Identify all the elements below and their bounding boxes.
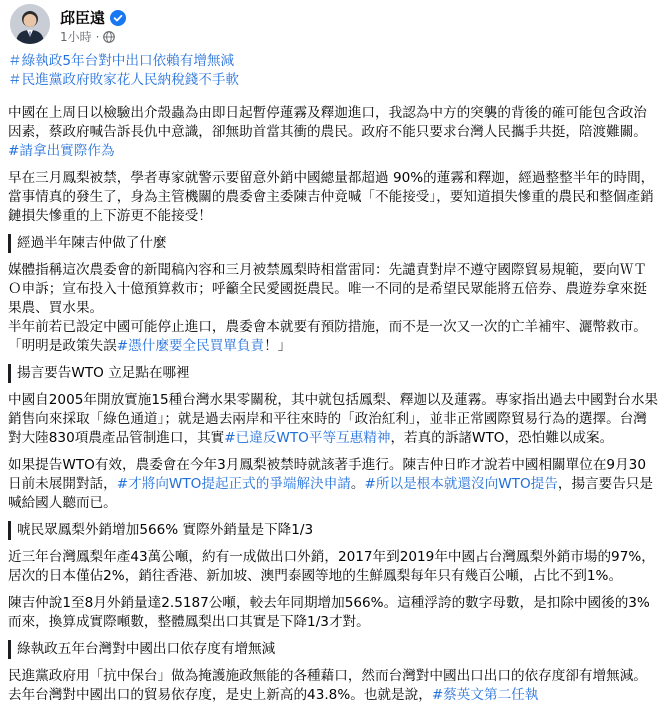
meta-separator: · — [95, 29, 100, 44]
post-timestamp[interactable]: 1小時 — [60, 30, 92, 44]
paragraph — [8, 391, 658, 448]
author-line — [60, 7, 126, 28]
paragraph-text: 民進黨政府用「抗中保台」做為掩護施政無能的各種藉口，然而台灣對中國出口出口的依存度卻有增無減。去年台灣對中國出口的貿易依存度，是史上新高的43.8%。也就是說， — [8, 668, 647, 703]
post-header — [0, 0, 666, 52]
paragraph — [8, 169, 658, 226]
hashtag-link[interactable]: ＃綠執政5年台對中出口依賴有增無減 — [8, 53, 235, 69]
section-title: 綠執政五年台灣對中國出口依存度有增無減 — [8, 640, 658, 659]
globe-icon — [103, 31, 115, 43]
section-title: 揚言要告WTO 立足點在哪裡 — [8, 364, 658, 383]
hashtag-link[interactable]: #憑什麼要全民買單負責 — [116, 338, 265, 354]
paragraph-text: 如果提告WTO有效，農委會在今年3月鳳梨被禁時就該著手進行。陳吉仲日昨才說若中國相關單位在9月30日前未展開對話， — [8, 457, 646, 492]
hashtag-link[interactable]: #所以是根本就還沒向WTO提告 — [364, 476, 558, 492]
paragraph — [8, 667, 658, 704]
paragraph-text: 早在三月鳳梨被禁，學者專家就警示要留意外銷中國總量都超過 90%的蓮霧和釋迦，經過整整半年的時間，當事情真的發生了，身為主管機關的農委會主委陳吉仲竟喊「不能接受」，要知道損失慘重的農民和整個產銷鏈損失慘重的上下游更不能接受！ — [8, 170, 655, 224]
paragraph — [8, 261, 658, 318]
post-meta — [60, 28, 115, 45]
post-body — [8, 52, 658, 704]
author-name[interactable]: 邱臣遠 — [60, 9, 106, 27]
paragraph-text: 中國在上周日以檢驗出介殼蟲為由即日起暫停蓮霧及釋迦進口，我認為中方的突襲的背後的確可能包含政治因素，蔡政府喊告訴長仇中意識，卻無助首當其衝的農民。政府不能只要求台灣人民攜手共挺，陪渡難關。 — [8, 105, 647, 140]
hashtag-link[interactable]: #請拿出實際作為 — [8, 143, 115, 159]
section-title: 唬民眾鳳梨外銷增加566% 實際外銷量是下降1/3 — [8, 521, 658, 540]
paragraph — [8, 318, 658, 356]
paragraph-text: ，揚言要告只是喊給國人聽而已。 — [8, 476, 654, 511]
hashtag-link[interactable]: #才將向WTO提起正式的爭端解決申請 — [116, 476, 351, 492]
paragraph-text: ，若真的訴諸WTO，恐怕難以成案。 — [390, 430, 614, 446]
paragraph — [8, 594, 658, 632]
paragraph — [8, 456, 658, 513]
paragraph-text: ！」 — [264, 338, 292, 354]
paragraph-text: 。 — [350, 476, 365, 492]
paragraph-text: 近三年台灣鳳梨年產43萬公噸，約有一成做出口外銷，2017年到2019年中國占台灣鳳梨外銷市場的97%，居次的日本僅佔2%，銷往香港、新加坡、澳門泰國等地的生鮮鳳梨每年只有幾百公噸，占比不到1%。 — [8, 549, 655, 584]
hashtag-link[interactable]: #已違反WTO平等互惠精神 — [224, 430, 391, 446]
hashtag-block — [8, 52, 658, 90]
paragraph-text: 半年前若已設定中國可能停止進口，農委會本就要有預防措施，而不是一次又一次的亡羊補牢、灑幣救市。「明明是政策失誤 — [8, 319, 647, 354]
paragraph — [8, 104, 658, 161]
hashtag-link[interactable]: #蔡英文第二任執 — [431, 687, 539, 703]
hashtag-link[interactable]: ＃民進黨政府敗家花人民納稅錢不手軟 — [8, 72, 240, 88]
verified-badge-icon — [110, 10, 126, 26]
person-avatar-icon[interactable] — [10, 4, 50, 44]
paragraph-text: 中國自2005年開放實施15種台灣水果零關稅，其中就包括鳳梨、釋迦以及蓮霧。專家指出過去中國對台水果銷售向來採取「綠色通道」；就是過去兩岸和平往來時的「政治紅利」，並非正常國際貿易行為的選擇。台灣對大陸830項農產品管制進口，其實 — [8, 392, 659, 446]
paragraph-text: 陳吉仲說1至8月外銷量達2.5187公噸，較去年同期增加566%。這種浮誇的數字母數，是扣除中國後的3%而來，換算成實際噸數，整體鳳梨出口其實是下降1/3才對。 — [8, 595, 650, 630]
paragraph — [8, 548, 658, 586]
section-title: 經過半年陳吉仲做了什麼 — [8, 234, 658, 253]
paragraph-text: 媒體指稱這次農委會的新聞稿內容和三月被禁鳳梨時相當雷同：先譴責對岸不遵守國際貿易規範，要向ＷＴＯ申訴；宣布投入十億預算救市；呼籲全民愛國挺農民。唯一不同的是希望民眾能將五倍券、農遊券拿來挺果農、買水果。 — [8, 262, 647, 316]
